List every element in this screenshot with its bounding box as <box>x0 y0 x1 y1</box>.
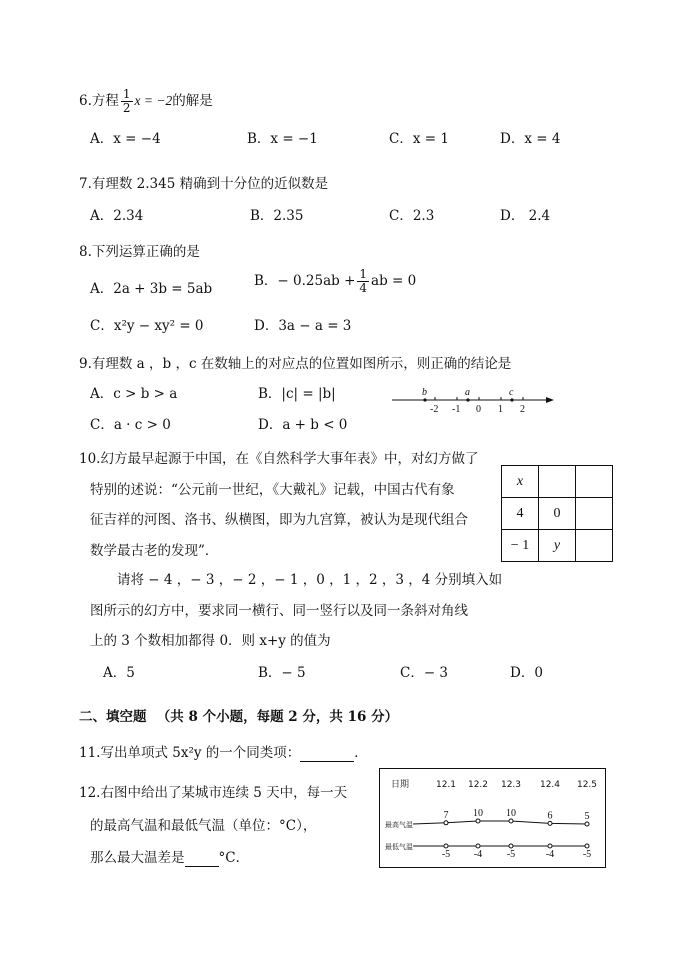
q6-frac-den: 2 <box>122 101 131 115</box>
q10-line-2: 特别的述说：“公元前一世纪，《大戴礼》记载，中国古代有象 <box>90 482 455 498</box>
q11-text: 11.写出单项式 5x²y 的一个同类项： <box>79 745 301 761</box>
q11-end: ． <box>354 745 368 761</box>
q8-stem: 8.下列运算正确的是 <box>79 244 200 260</box>
point-a <box>466 398 469 401</box>
section-2-title: 二、填空题 <box>79 709 147 725</box>
q10-line-3: 征吉祥的河图、洛书、纵横图，即为九宫算，被认为是现代组合 <box>90 512 468 528</box>
q7-stem: 7.有理数 2.345 精确到十分位的近似数是 <box>79 176 329 192</box>
magic-cell <box>539 466 576 498</box>
q10-line-1: 10.幻方最早起源于中国，在《自然科学大事年表》中，对幻方做了 <box>79 451 479 467</box>
magic-cell <box>576 466 613 498</box>
point-b-label: b <box>422 387 427 398</box>
date-label: 12.4 <box>539 780 561 790</box>
date-label: 12.2 <box>467 780 489 790</box>
q10-line-6: 图所示的幻方中，要求同一横行、同一竖行以及同一条斜对角线 <box>90 603 468 619</box>
q6-option-a: A．x = −4 <box>90 131 161 147</box>
q10-option-b: B．− 5 <box>258 665 306 681</box>
point-b <box>423 398 426 401</box>
magic-cell: y <box>539 530 576 562</box>
q6-option-d: D．x = 4 <box>500 131 561 147</box>
tick-label-1: 1 <box>498 404 503 415</box>
q8-option-d: D．3a − a = 3 <box>254 318 352 334</box>
data-label: -4 <box>545 849 555 860</box>
data-point <box>509 844 513 848</box>
tick-label-neg1: -1 <box>452 404 461 415</box>
q9-option-d: D．a + b < 0 <box>258 417 348 433</box>
q9-option-a: A．c > b > a <box>90 386 178 402</box>
data-point <box>444 844 448 848</box>
q9-number-line <box>388 384 560 416</box>
q8-option-c: C．x²y − xy² = 0 <box>90 318 204 334</box>
section-2-heading <box>79 705 398 725</box>
row-label-low: 最低气温 <box>385 843 413 851</box>
data-point <box>476 844 480 848</box>
data-label: -4 <box>473 849 483 860</box>
q6-frac-num: 1 <box>122 87 131 101</box>
date-label: 12.1 <box>435 780 457 790</box>
q7-option-d: D． 2.4 <box>500 208 551 224</box>
data-point <box>444 821 448 825</box>
q8-option-a: A．2a + 3b = 5ab <box>90 281 213 297</box>
point-c-label: c <box>509 387 514 398</box>
point-a-label: a <box>465 387 470 398</box>
data-label: 6 <box>547 810 553 822</box>
magic-cell: − 1 <box>502 530 539 562</box>
q9-option-c: C．a · c > 0 <box>90 417 171 433</box>
q10-line-7: 上的 3 个数相加都得 0．则 x+y 的值为 <box>90 633 331 649</box>
q8-frac-num: 1 <box>359 267 368 281</box>
data-label: 5 <box>584 811 590 822</box>
q10-line-4: 数学最古老的发现”． <box>90 543 219 559</box>
q8-option-b-fraction <box>357 268 369 295</box>
data-point <box>509 819 513 823</box>
data-point <box>548 844 552 848</box>
q6-equation: x = −2 <box>134 93 173 108</box>
data-point <box>476 819 480 823</box>
q12-line-3 <box>90 846 249 867</box>
q6-suffix: 的解是 <box>172 93 213 109</box>
magic-cell: 0 <box>539 498 576 530</box>
q8-option-b <box>254 268 416 295</box>
row-label-high: 最高气温 <box>385 821 413 829</box>
q6-prefix: 6.方程 <box>79 93 119 109</box>
data-label: 7 <box>443 809 449 821</box>
data-point <box>548 821 552 825</box>
data-point <box>585 822 589 826</box>
data-label: -5 <box>582 849 592 860</box>
chart-frame <box>380 769 606 868</box>
q10-option-d: D．0 <box>510 665 543 681</box>
q12-answer-blank[interactable] <box>185 850 219 867</box>
data-point <box>585 844 589 848</box>
date-label: 12.3 <box>500 780 522 790</box>
q6-stem <box>79 88 213 115</box>
data-label: -5 <box>441 849 451 860</box>
magic-cell <box>576 498 613 530</box>
tick-label-0: 0 <box>476 404 481 415</box>
q11-answer-blank[interactable] <box>300 745 354 762</box>
q10-option-c: C．− 3 <box>400 665 449 681</box>
point-c <box>510 398 513 401</box>
number-line-arrow-icon <box>546 397 554 403</box>
q10-line-5: 请将 − 4 ，− 3 ，− 2 ，− 1 ，0 ，1 ，2 ，3 ，4 分别填入如 <box>117 572 503 588</box>
q7-option-b: B．2.35 <box>250 208 304 224</box>
q12-line-3-pre: 那么最大温差是 <box>90 850 185 866</box>
q9-stem: 9.有理数 a ，b ，c 在数轴上的对应点的位置如图所示，则正确的结论是 <box>79 356 512 372</box>
q12-line-3-post: °C． <box>218 850 250 866</box>
q6-option-c: C．x = 1 <box>389 131 449 147</box>
magic-cell: 4 <box>502 498 539 530</box>
data-label: -5 <box>506 849 516 860</box>
data-label: 10 <box>473 808 483 819</box>
row-label-date: 日期 <box>391 780 410 790</box>
q7-option-a: A．2.34 <box>90 208 144 224</box>
q8-frac-den: 4 <box>359 281 368 295</box>
q6-fraction <box>121 88 133 115</box>
q8-option-b-post: ab = 0 <box>371 273 417 289</box>
magic-cell <box>576 530 613 562</box>
temperature-chart <box>379 768 606 868</box>
q12-line-1: 12.右图中给出了某城市连续 5 天中，每一天 <box>79 785 348 801</box>
q8-option-b-pre: B．− 0.25ab + <box>254 273 356 289</box>
data-label: 10 <box>506 808 516 819</box>
q6-option-b: B．x = −1 <box>247 131 318 147</box>
magic-square <box>501 465 613 562</box>
q12-line-2: 的最高气温和最低气温（单位：°C）， <box>90 818 317 834</box>
magic-cell: x <box>502 466 539 498</box>
q9-option-b: B．|c| = |b| <box>258 386 336 402</box>
q7-option-c: C．2.3 <box>389 208 435 224</box>
tick-label-neg2: -2 <box>430 404 439 415</box>
section-2-note: （共 8 个小题，每题 2 分，共 16 分） <box>156 709 399 725</box>
q10-option-a: A．5 <box>103 665 135 681</box>
tick-label-2: 2 <box>520 404 525 415</box>
q11-stem <box>79 741 368 762</box>
date-label: 12.5 <box>576 780 598 790</box>
